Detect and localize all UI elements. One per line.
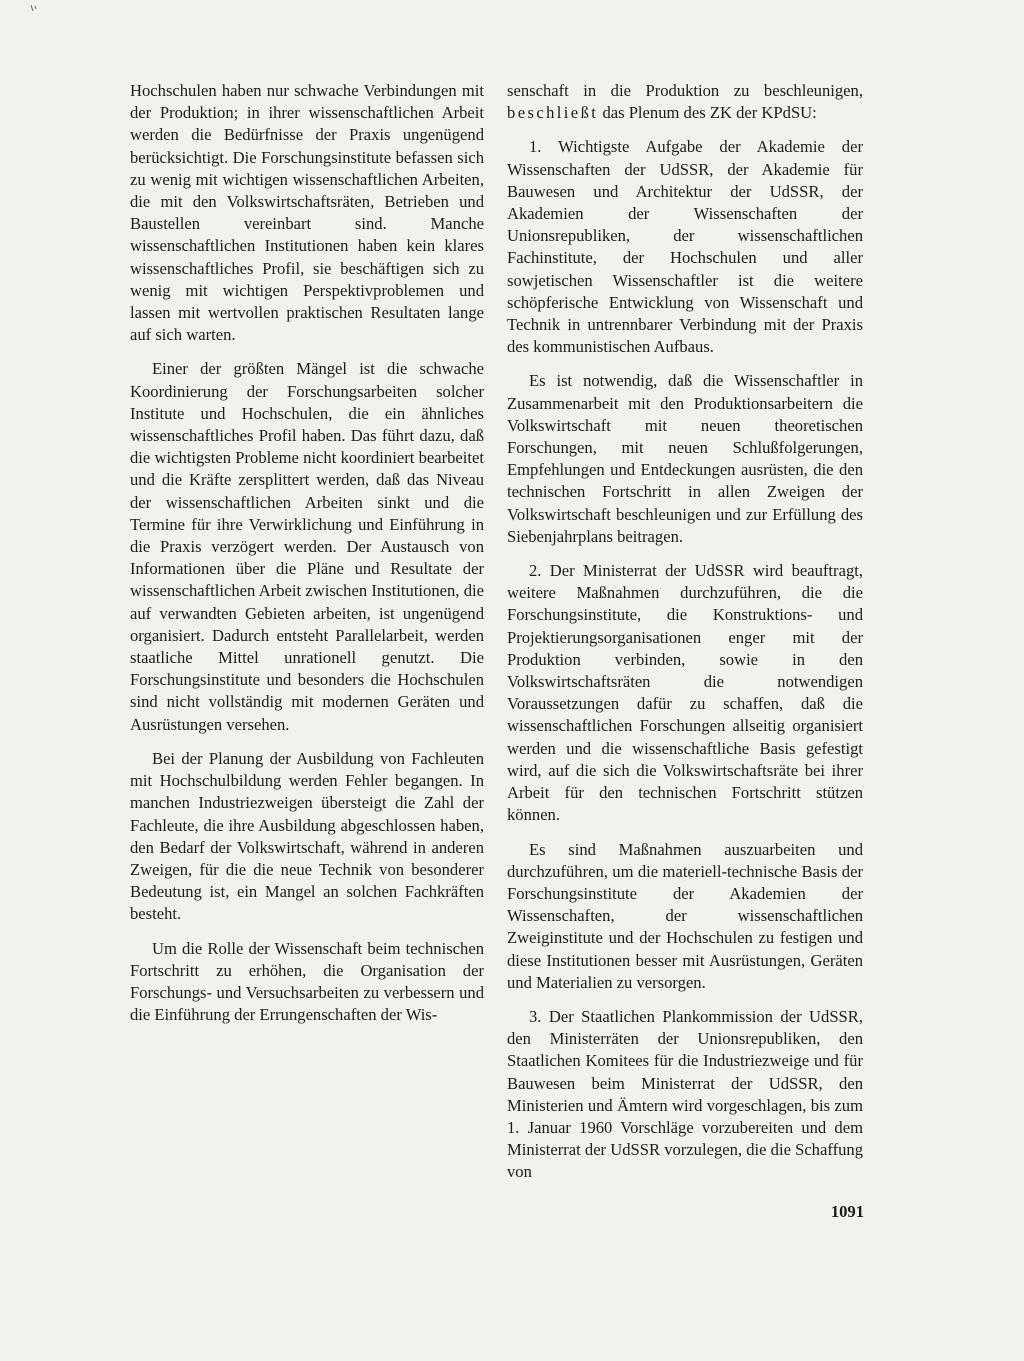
decision-word: beschließt [507, 103, 599, 123]
right-paragraph-3: Es ist notwendig, daß die Wissenschaftler in Zusammenarbeit mit den Produktionsarbeitern die Volkswirtschaft mit neuen theoretischen Forschungen, mit neuen Schlußfolgerungen, Empfehlungen und Entdeckungen ausrüsten, die den technischen Fortschritt in allen Zweigen der Volkswirtschaft beschleunigen und zur Erfüllung des Siebenjahrplans beitragen. [507, 371, 863, 546]
scan-artifact-mark [30, 4, 46, 14]
right-paragraph-1-start: senschaft in die Produktion zu beschleunigen, [507, 81, 863, 100]
left-paragraph-4: Um die Rolle der Wissenschaft beim technischen Fortschritt zu erhöhen, die Organisation der Forschungs- und Versuchsarbeiten zu verbessern und die Einführung der Errungenschaften der Wis- [130, 938, 484, 1025]
left-paragraph-3: Bei der Planung der Ausbildung von Fachleuten mit Hochschulbildung werden Fehler begangen. In manchen Industriezweigen übersteigt die Zahl der Fachleute, die ihre Ausbildung abgeschlossen haben, den Bedarf der Volkswirtschaft, während in anderen Zweigen, für die die neue Technik von besonderer Bedeutung ist, ein Mangel an solchen Fachkräften besteht. [130, 748, 484, 924]
left-paragraph-1: Hochschulen haben nur schwache Verbindungen mit der Produktion; in ihrer wissenschaftlichen Arbeit werden die Bedürfnisse der Praxis ungenügend berücksichtigt. Die Forschungsinstitute befassen sich zu wenig mit wichtigen wissenschaftlichen Arbeiten, die mit den Volkswirtschaftsräten, Betrieben und Baustellen vereinbart sind. Manche wissenschaftlichen Institutionen haben kein klares wissenschaftliches Profil, sie beschäftigen sich zu wenig mit wichtigen Perspektivproblemen und lassen mit wertvollen praktischen Resultaten lange auf sich warten. [130, 81, 484, 345]
right-paragraph-4: 2. Der Ministerrat der UdSSR wird beauftragt, weitere Maßnahmen durchzuführen, die die Forschungsinstitute, die Konstruktions- und Projektierungsorganisationen enger mit der Produktion verbinden, sowie in den Volkswirtschaftsräten die notwendigen Voraussetzungen dafür zu schaffen, daß die wissenschaftlichen Forschungen allseitig organisiert werden und die wissenschaftliche Basis gefestigt wird, auf die sich die Volkswirtschaftsräte bei ihrer Arbeit für den technischen Fortschritt stützen können. [507, 561, 863, 825]
right-paragraph-1-end: das Plenum des ZK der KPdSU: [602, 103, 817, 123]
right-paragraph-2: 1. Wichtigste Aufgabe der Akademie der Wissenschaften der UdSSR, der Akademie für Bauwesen und Architektur der UdSSR, der Akademien der Wissenschaften der Unionsrepubliken, der wissenschaftlichen Fachinstitute, der Hochschulen und aller sowjetischen Wissenschaftler ist die weitere schöpferische Entwicklung von Wissenschaft und Technik in untrennbarer Verbindung mit der Praxis des kommunistischen Aufbaus. [507, 137, 863, 357]
right-paragraph-5: Es sind Maßnahmen auszuarbeiten und durchzuführen, um die materiell-technische Basis der Forschungsinstitute der Akademien der Wissenschaften, der wissenschaftlichen Zweiginstitute und der Hochschulen zu festigen und diese Institutionen besser mit Ausrüstungen, Geräten und Materialien zu versorgen. [507, 839, 863, 992]
right-column [507, 80, 863, 1196]
left-column [130, 80, 484, 1038]
left-paragraph-2: Einer der größten Mängel ist die schwache Koordinierung der Forschungsarbeiten solcher Institute und Hochschulen, die ein ähnliches wissenschaftliches Profil haben. Das führt dazu, daß die wichtigsten Probleme nicht koordiniert bearbeitet und die Kräfte zersplittert werden, daß das Niveau der wissenschaftlichen Arbeiten sinkt und die Termine für ihre Verwirklichung und Einführung in die Praxis verzögert werden. Der Austausch von Informationen über die Pläne und Resultate der wissenschaftlichen Arbeit zwischen Institutionen, die auf verwandten Gebieten arbeiten, ist ungenügend organisiert. Dadurch entsteht Parallelarbeit, werden staatliche Mittel unrationell genutzt. Die Forschungsinstitute und besonders die Hochschulen sind nicht vollständig mit modernen Geräten und Ausrüstungen versehen. [130, 359, 484, 734]
right-paragraph-6: 3. Der Staatlichen Plankommission der UdSSR, den Ministerräten der Unionsrepubliken, den Staatlichen Komitees für die Industriezweige und für Bauwesen beim Ministerrat der UdSSR, den Ministerien und Ämtern wird vorgeschlagen, bis zum 1. Januar 1960 Vorschläge vorzubereiten und dem Ministerrat der UdSSR vorzulegen, die die Schaffung von [507, 1006, 863, 1182]
right-paragraph-1 [507, 80, 863, 124]
page-number: 1091 [830, 1202, 864, 1221]
